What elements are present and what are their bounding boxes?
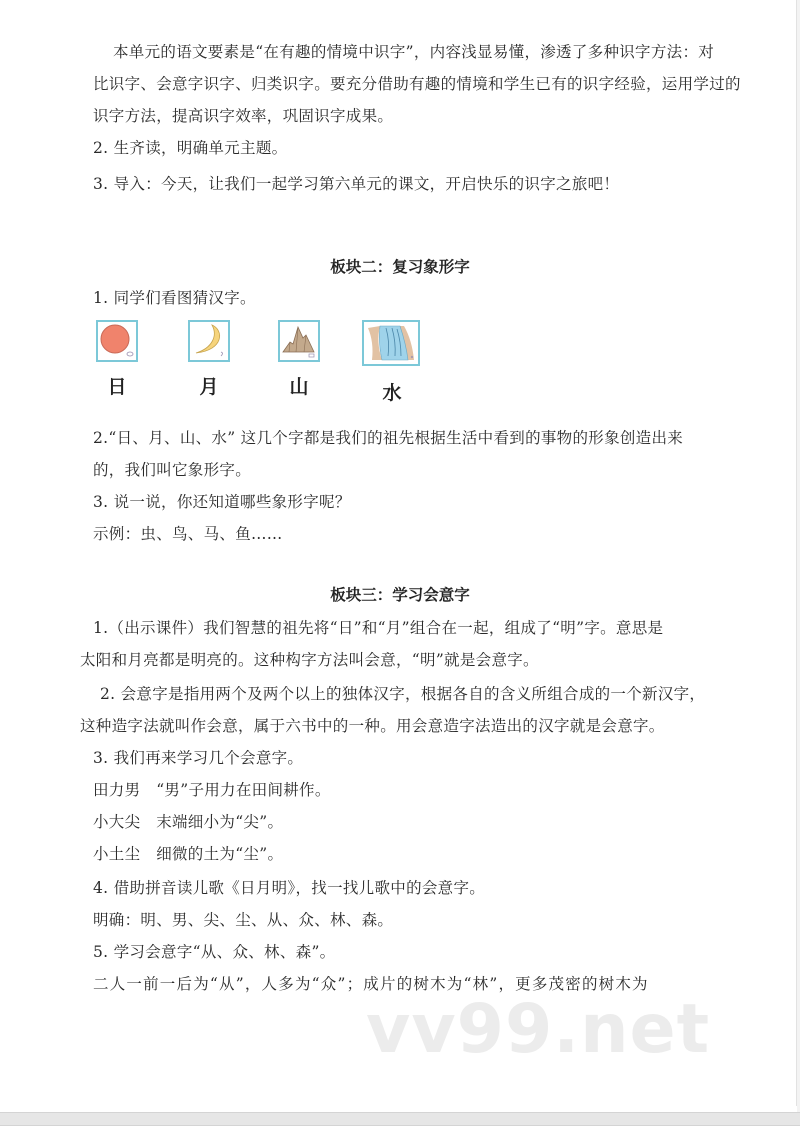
section2-item-2-line-1: 2.“日、月、山、水” 这几个字都是我们的祖先根据生活中看到的事物的形象创造出来 bbox=[93, 429, 684, 447]
section1-item-2: 2. 生齐读，明确单元主题。 bbox=[93, 139, 288, 157]
pictograph-card-mountain bbox=[278, 320, 320, 362]
pictograph-char-shan: 山 bbox=[289, 376, 309, 398]
sun-icon bbox=[98, 322, 136, 360]
section3-item-4: 4. 借助拼音读儿歌《日月明》，找一找儿歌中的会意字。 bbox=[93, 879, 486, 897]
crescent-moon-icon bbox=[190, 322, 228, 360]
section3-heading: 板块三：学习会意字 bbox=[330, 586, 470, 604]
pictograph-row bbox=[96, 320, 436, 410]
pictograph-card-water bbox=[362, 320, 420, 366]
section3-item-5-text: 二人一前一后为“从”，人多为“众”；成片的树木为“林”，更多茂密的树木为 bbox=[93, 975, 649, 993]
section3-item-1-line-1: 1.（出示课件）我们智慧的祖先将“日”和“月”组合在一起，组成了“明”字。意思是 bbox=[93, 619, 664, 637]
section2-item-2-line-2: 的，我们叫它象形字。 bbox=[93, 461, 252, 479]
section3-item-5: 5. 学习会意字“从、众、林、森”。 bbox=[93, 943, 336, 961]
section2-item-3: 3. 说一说，你还知道哪些象形字呢？ bbox=[93, 493, 351, 511]
section3-clarify: 明确：明、男、尖、尘、从、众、林、森。 bbox=[93, 911, 394, 929]
intro-line-1: 本单元的语文要素是“在有趣的情境中识字”，内容浅显易懂，渗透了多种识字方法：对 bbox=[113, 43, 715, 61]
pictograph-card-sun bbox=[96, 320, 138, 362]
watermark: vv99.net bbox=[366, 990, 711, 1069]
mountain-icon bbox=[280, 322, 318, 360]
section3-item-2-line-2: 这种造字法就叫作会意，属于六书中的一种。用会意造字法造出的汉字就是会意字。 bbox=[80, 717, 665, 735]
section2-heading: 板块二：复习象形字 bbox=[330, 258, 470, 276]
section3-item-3: 3. 我们再来学习几个会意字。 bbox=[93, 749, 304, 767]
section2-item-1: 1. 同学们看图猜汉字。 bbox=[93, 289, 256, 307]
intro-line-3: 识字方法，提高识字效率，巩固识字成果。 bbox=[93, 107, 394, 125]
pictograph-char-shui: 水 bbox=[382, 382, 402, 404]
section1-item-3: 3. 导入：今天，让我们一起学习第六单元的课文，开启快乐的识字之旅吧！ bbox=[93, 175, 620, 193]
intro-line-2: 比识字、会意字识字、归类识字。要充分借助有趣的情境和学生已有的识字经验，运用学过的 bbox=[93, 75, 741, 93]
huiyi-example-jian: 小大尖 末端细小为“尖”。 bbox=[93, 813, 284, 831]
section3-item-2-line-1: 2. 会意字是指用两个及两个以上的独体汉字，根据各自的含义所组合成的一个新汉字， bbox=[100, 685, 706, 703]
waterfall-icon bbox=[364, 322, 418, 364]
huiyi-example-nan: 田力男 “男”子用力在田间耕作。 bbox=[93, 781, 331, 799]
pictograph-char-ri: 日 bbox=[107, 376, 127, 398]
pictograph-char-yue: 月 bbox=[199, 376, 219, 398]
pictograph-card-moon bbox=[188, 320, 230, 362]
page-separator-bar bbox=[0, 1112, 800, 1126]
huiyi-example-chen: 小土尘 细微的土为“尘”。 bbox=[93, 845, 284, 863]
section2-example: 示例：虫、鸟、马、鱼…… bbox=[93, 525, 283, 543]
section3-item-1-line-2: 太阳和月亮都是明亮的。这种构字方法叫会意，“明”就是会意字。 bbox=[80, 651, 539, 669]
